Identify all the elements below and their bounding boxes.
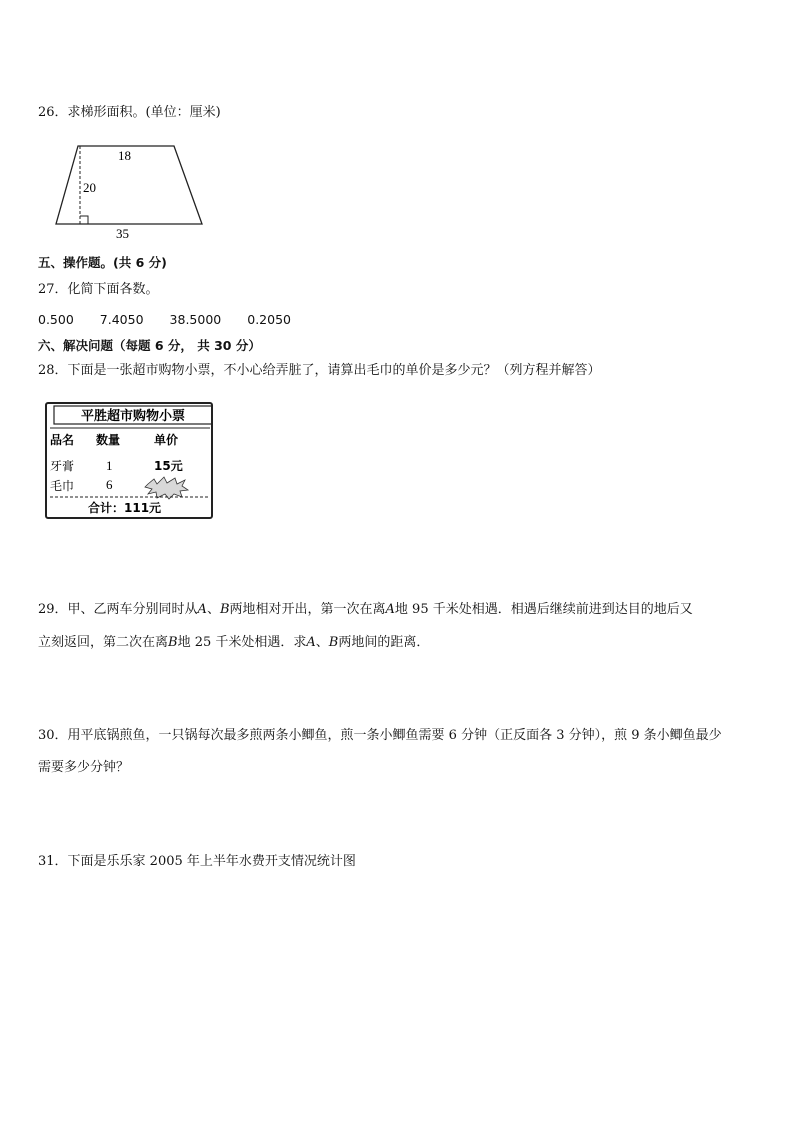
text-run: 、: [206, 602, 220, 617]
text-run: 两地间的距离．: [338, 635, 430, 650]
row2-name: 毛巾: [50, 479, 75, 493]
point-b: B: [328, 635, 339, 650]
text-run: 29．甲、乙两车分别同时从: [38, 602, 198, 617]
header-price: 单价: [154, 433, 179, 447]
point-a: A: [197, 602, 207, 617]
number-item: 0.2050: [247, 312, 291, 327]
section-six-title: 六、解决问题（每题 6 分， 共 30 分）: [38, 338, 261, 353]
q30-line2: 需要多少分钟？: [38, 760, 130, 775]
q27-numbers: [38, 311, 317, 330]
text-run: 地 95 千米处相遇．相遇后继续前进到达目的地后又: [394, 602, 693, 617]
header-qty: 数量: [96, 433, 121, 447]
number-item: 38.5000: [169, 312, 222, 327]
row1-qty: 1: [106, 458, 113, 473]
number-item: 7.4050: [99, 312, 144, 327]
ink-stain-icon: [145, 477, 188, 499]
top-base-label: 18: [118, 148, 131, 163]
row2-qty: 6: [106, 477, 113, 492]
text-run: 、: [315, 635, 329, 650]
point-b: B: [168, 635, 178, 650]
q29-line1: [38, 601, 693, 619]
point-a: A: [306, 635, 316, 650]
row1-price: 15元: [154, 459, 183, 473]
receipt-title: 平胜超市购物小票: [80, 409, 186, 424]
row1-name: 牙膏: [50, 459, 75, 473]
height-label: 20: [83, 180, 96, 195]
q31-text: 31．下面是乐乐家 2005 年上半年水费开支情况统计图: [38, 854, 356, 869]
q28-text: 28．下面是一张超市购物小票，不小心给弄脏了，请算出毛巾的单价是多少元？（列方程并解答）: [38, 363, 601, 378]
text-run: 立刻返回，第二次在离: [38, 635, 169, 650]
q29-line2: [38, 634, 429, 652]
text-run: 地 25 千米处相遇．求: [177, 635, 307, 650]
trapezoid-figure: [52, 140, 212, 240]
right-angle-mark: [80, 216, 88, 224]
point-b: B: [219, 602, 230, 617]
bottom-base-label: 35: [116, 226, 129, 240]
receipt-total: 合计：111元: [88, 501, 162, 515]
section-five-title: 五、操作题。(共 6 分): [38, 255, 167, 270]
q30-line1: 30．用平底锅煎鱼，一只锅每次最多煎两条小鲫鱼，煎一条小鲫鱼需要 6 分钟（正反面各 3 分钟），煎 9 条小鲫鱼最少: [38, 728, 722, 743]
q26-text: 26．求梯形面积。(单位：厘米): [38, 105, 221, 120]
header-name: 品名: [50, 433, 75, 447]
number-item: 0.500: [38, 312, 74, 327]
text-run: 两地相对开出，第一次在离: [229, 602, 386, 617]
q27-text: 27．化简下面各数。: [38, 282, 159, 297]
point-a: A: [385, 602, 395, 617]
shopping-receipt: [44, 400, 216, 522]
